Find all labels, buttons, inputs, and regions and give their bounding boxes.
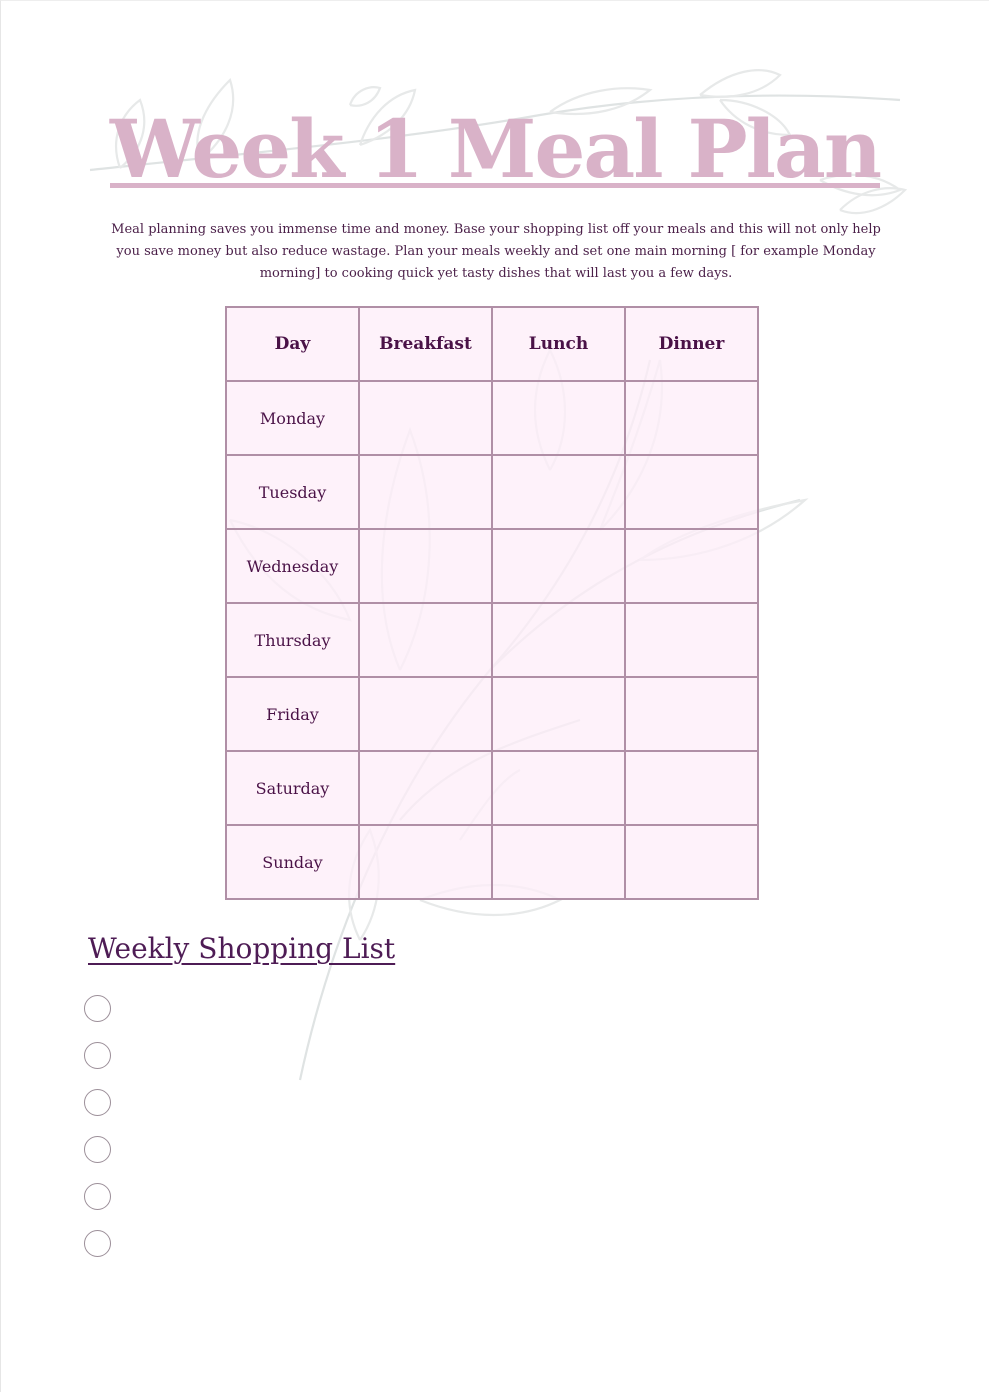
meal-plan-table — [225, 306, 759, 900]
breakfast-cell[interactable] — [359, 455, 492, 529]
table-row — [226, 381, 758, 455]
list-item — [84, 1183, 111, 1230]
breakfast-cell[interactable] — [359, 751, 492, 825]
shopping-list-title: Weekly Shopping List — [88, 932, 396, 965]
list-item — [84, 995, 111, 1042]
checkbox-circle-icon[interactable] — [84, 1089, 111, 1116]
list-item — [84, 1089, 111, 1136]
page-title: Week 1 Meal Plan — [110, 102, 880, 196]
lunch-cell[interactable] — [492, 751, 625, 825]
day-cell-thursday: Thursday — [226, 603, 359, 677]
table-row — [226, 751, 758, 825]
breakfast-cell[interactable] — [359, 529, 492, 603]
table-row — [226, 603, 758, 677]
table-header-row — [226, 307, 758, 381]
list-item — [84, 1136, 111, 1183]
column-header-breakfast: Breakfast — [359, 307, 492, 381]
column-header-day: Day — [226, 307, 359, 381]
dinner-cell[interactable] — [625, 825, 758, 899]
breakfast-cell[interactable] — [359, 825, 492, 899]
lunch-cell[interactable] — [492, 825, 625, 899]
table-row — [226, 455, 758, 529]
lunch-cell[interactable] — [492, 677, 625, 751]
table-row — [226, 677, 758, 751]
dinner-cell[interactable] — [625, 381, 758, 455]
table-row — [226, 825, 758, 899]
dinner-cell[interactable] — [625, 529, 758, 603]
day-cell-tuesday: Tuesday — [226, 455, 359, 529]
dinner-cell[interactable] — [625, 751, 758, 825]
checkbox-circle-icon[interactable] — [84, 1042, 111, 1069]
table-row — [226, 529, 758, 603]
checkbox-circle-icon[interactable] — [84, 1183, 111, 1210]
breakfast-cell[interactable] — [359, 677, 492, 751]
dinner-cell[interactable] — [625, 455, 758, 529]
day-cell-monday: Monday — [226, 381, 359, 455]
column-header-dinner: Dinner — [625, 307, 758, 381]
checkbox-circle-icon[interactable] — [84, 995, 111, 1022]
day-cell-friday: Friday — [226, 677, 359, 751]
shopping-checklist — [84, 995, 111, 1277]
dinner-cell[interactable] — [625, 603, 758, 677]
breakfast-cell[interactable] — [359, 381, 492, 455]
column-header-lunch: Lunch — [492, 307, 625, 381]
lunch-cell[interactable] — [492, 529, 625, 603]
list-item — [84, 1042, 111, 1089]
breakfast-cell[interactable] — [359, 603, 492, 677]
lunch-cell[interactable] — [492, 455, 625, 529]
lunch-cell[interactable] — [492, 603, 625, 677]
checkbox-circle-icon[interactable] — [84, 1136, 111, 1163]
lunch-cell[interactable] — [492, 381, 625, 455]
day-cell-saturday: Saturday — [226, 751, 359, 825]
dinner-cell[interactable] — [625, 677, 758, 751]
checkbox-circle-icon[interactable] — [84, 1230, 111, 1257]
day-cell-wednesday: Wednesday — [226, 529, 359, 603]
list-item — [84, 1230, 111, 1277]
day-cell-sunday: Sunday — [226, 825, 359, 899]
intro-paragraph: Meal planning saves you immense time and money. Base your shopping list off your meals and this will not only help you save money but also reduce wastage. Plan your meals weekly and set one main morning [ for example Monday morning] to cooking quick yet tasty dishes that will last you a few days. — [111, 222, 881, 281]
